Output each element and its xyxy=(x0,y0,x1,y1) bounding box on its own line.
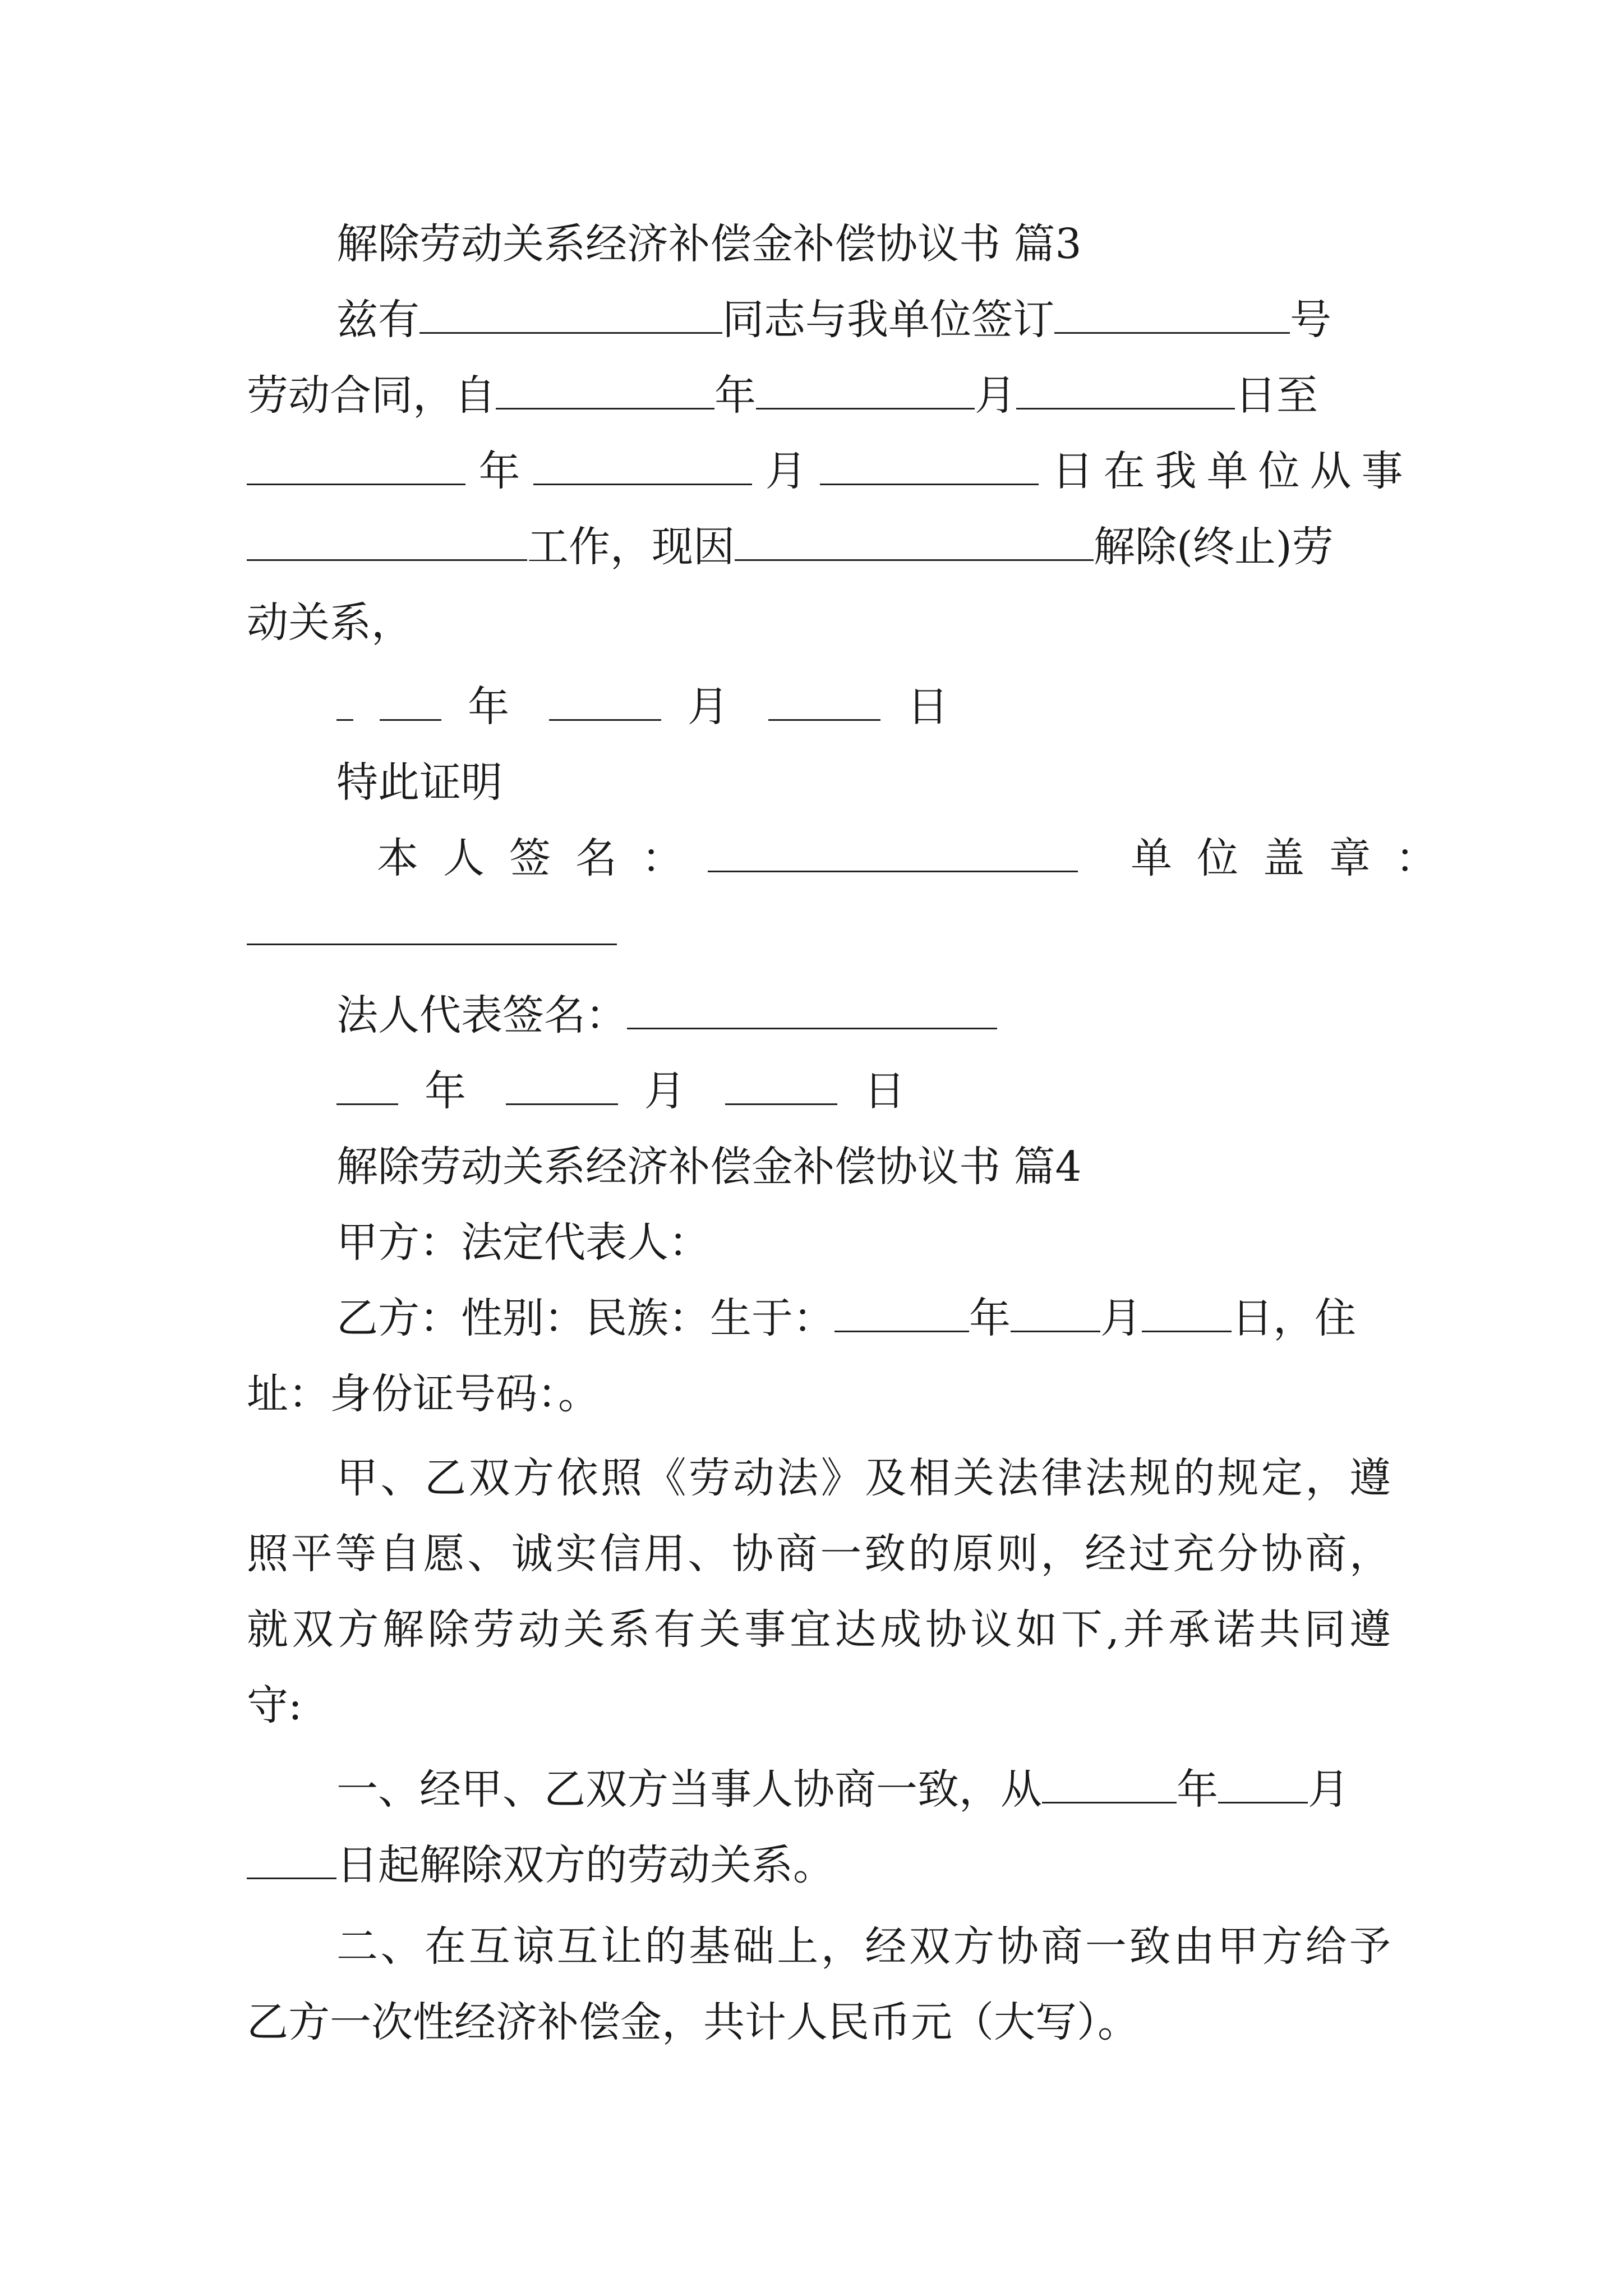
section3-seal-blank xyxy=(247,903,1391,959)
section4-intro-3 xyxy=(247,1602,1391,1658)
text-segment: 本人签名： xyxy=(377,834,708,882)
text-segment: 法人代表签名： xyxy=(336,991,627,1039)
section3-cert xyxy=(336,754,1391,811)
blank-birth-month xyxy=(1011,1290,1100,1332)
text-segment: 月 xyxy=(1100,1294,1142,1342)
section3-date1 xyxy=(336,679,1391,735)
section3-line5 xyxy=(247,595,1391,651)
blank-end-month xyxy=(533,443,752,485)
text-segment: 号 xyxy=(1290,296,1331,344)
section4-party-b-2 xyxy=(247,1366,1391,1422)
blank-start-year xyxy=(496,367,714,409)
section4-item2-1 xyxy=(336,1918,1391,1975)
blank-date1-year xyxy=(380,679,441,721)
text-segment: 日 xyxy=(864,1067,906,1115)
blank-start-month xyxy=(756,367,975,409)
text-segment: 月 xyxy=(644,1067,686,1115)
section4-item2-2 xyxy=(247,1994,1391,2050)
blank-start-day xyxy=(1016,367,1235,409)
section4-intro-4 xyxy=(247,1677,1391,1733)
blank-end-year xyxy=(247,443,465,485)
section4-party-b xyxy=(336,1290,1391,1346)
blank-date1-month xyxy=(549,679,661,721)
text-segment: 年 xyxy=(969,1294,1011,1342)
text-segment: 日，住 xyxy=(1232,1294,1356,1342)
text-segment: 月 xyxy=(1308,1765,1349,1814)
blank-term-month xyxy=(1218,1761,1308,1803)
text-segment: 甲方：法定代表人： xyxy=(336,1218,710,1267)
blank-contract-no xyxy=(1054,292,1290,334)
blank-term-day xyxy=(247,1837,336,1879)
section3-line1 xyxy=(336,292,1391,348)
blank-end-day xyxy=(820,443,1039,485)
text-segment: 乙方一次性经济补偿金，共计人民币元（大写）。 xyxy=(247,1998,1139,2046)
text-segment: 月 xyxy=(765,447,807,495)
blank-date-prefix xyxy=(336,679,353,721)
section3-sign-line xyxy=(247,830,1462,886)
section3-legal-sign xyxy=(336,987,1391,1043)
section4-intro-2 xyxy=(247,1526,1391,1582)
blank-birth-day xyxy=(1142,1290,1232,1332)
text-segment: 乙方：性别：民族：生于： xyxy=(336,1294,834,1342)
section4-item1-2 xyxy=(247,1837,1391,1893)
section3-title xyxy=(336,216,1391,272)
section4-title xyxy=(336,1139,1391,1195)
text-segment: 特此证明 xyxy=(336,758,502,807)
blank-self-sign xyxy=(708,830,1078,872)
text-segment: 甲、乙双方依照《劳动法》及相关法律法规的规定，遵 xyxy=(336,1454,1391,1502)
text-segment: 日起解除双方的劳动关系。 xyxy=(336,1841,834,1889)
text-segment: 二、在互谅互让的基础上，经双方协商一致由甲方给予 xyxy=(336,1922,1391,1971)
blank-term-year xyxy=(1042,1761,1177,1803)
text-segment: 日至 xyxy=(1235,371,1318,420)
blank-date2-day xyxy=(725,1063,837,1105)
text-segment: 年 xyxy=(1177,1765,1218,1814)
section3-line4 xyxy=(247,519,1391,575)
text-segment: 照平等自愿、诚实信用、协商一致的原则，经过充分协商， xyxy=(247,1530,1391,1578)
blank-date2-year xyxy=(336,1063,398,1105)
text-segment: 解除(终止)劳 xyxy=(1094,523,1334,571)
text-segment: 劳动合同，自 xyxy=(247,371,496,420)
text-segment: 年 xyxy=(478,447,520,495)
section3-title-text: 解除劳动关系经济补偿金补偿协议书 篇3 xyxy=(336,220,1082,268)
blank-job xyxy=(247,519,527,561)
text-segment: 一、经甲、乙双方当事人协商一致，从 xyxy=(336,1765,1042,1814)
text-segment: 守: xyxy=(247,1681,302,1729)
section4-party-a xyxy=(336,1214,1391,1271)
text-segment: 工作，现因 xyxy=(527,523,735,571)
text-segment: 址：身份证号码：。 xyxy=(247,1370,600,1418)
text-segment: 日 xyxy=(907,683,949,731)
blank-name xyxy=(419,292,722,334)
section3-line3 xyxy=(247,443,1413,499)
text-segment: 年 xyxy=(468,683,510,731)
text-segment: 单位盖章： xyxy=(1131,834,1462,882)
text-segment: 动关系， xyxy=(247,599,413,647)
blank-birth-year xyxy=(834,1290,969,1332)
text-segment: 年 xyxy=(714,371,756,420)
blank-date2-month xyxy=(506,1063,618,1105)
text-segment: 月 xyxy=(687,683,729,731)
section3-date2 xyxy=(336,1063,1391,1119)
text-segment: 同志与我单位签订 xyxy=(722,296,1054,344)
section4-title-text: 解除劳动关系经济补偿金补偿协议书 篇4 xyxy=(336,1143,1082,1191)
text-segment: 日在我单位从事 xyxy=(1052,447,1413,495)
blank-unit-seal xyxy=(247,903,617,945)
blank-legal-sign xyxy=(627,987,997,1029)
section4-item1 xyxy=(336,1761,1391,1818)
text-segment: 年 xyxy=(425,1067,467,1115)
blank-reason xyxy=(735,519,1094,561)
text-segment: 月 xyxy=(975,371,1016,420)
blank-date1-day xyxy=(768,679,880,721)
section4-intro-1 xyxy=(336,1450,1391,1506)
text-segment: 兹有 xyxy=(336,296,419,344)
section3-line2 xyxy=(247,367,1391,424)
text-segment: 就双方解除劳动关系有关事宜达成协议如下,并承诺共同遵 xyxy=(247,1605,1391,1654)
